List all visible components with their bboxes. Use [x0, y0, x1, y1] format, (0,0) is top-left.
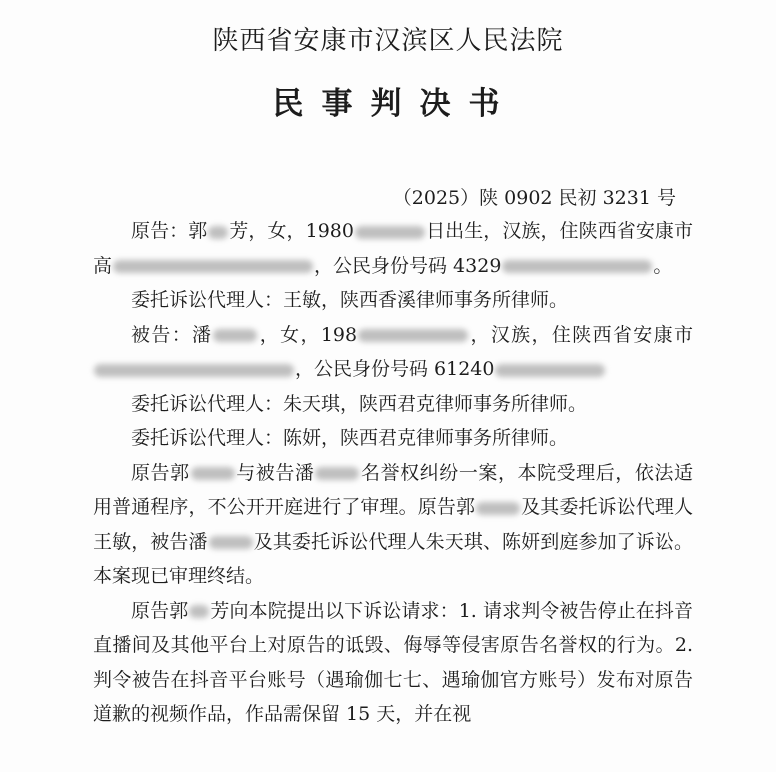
redaction-blur	[358, 329, 468, 342]
document-title: 民事判决书	[272, 86, 518, 122]
redaction-blur	[113, 260, 313, 273]
plaintiff-agent-paragraph: 委托诉讼代理人：王敏，陕西香溪律师事务所律师。	[131, 289, 569, 311]
redaction-blur	[213, 329, 257, 342]
redaction-blur	[208, 226, 228, 239]
text-segment: 芳，女，1980	[229, 220, 354, 242]
defendant-agent-1-paragraph: 委托诉讼代理人：朱天琪，陕西君克律师事务所律师。	[131, 392, 588, 415]
redaction-blur	[502, 260, 652, 273]
defendant-agent-2-paragraph: 委托诉讼代理人：陈妍，陕西君克律师事务所律师。	[131, 427, 569, 449]
text-segment: 被告：潘	[131, 323, 213, 346]
redaction-blur	[209, 536, 253, 549]
text-segment: ，公民身份号码 4329	[314, 254, 502, 277]
text-segment: 及其委托诉讼代理人王敏，被告潘	[93, 496, 693, 553]
redaction-blur	[191, 467, 235, 480]
text-segment: 原告郭	[131, 599, 189, 622]
text-segment: 原告：郭	[131, 220, 208, 242]
text-segment: 日出生，汉族，住陕西省安康市高	[93, 220, 693, 277]
case-procedure-paragraph	[93, 456, 693, 594]
redaction-blur	[94, 364, 294, 377]
text-segment: 及其委托诉讼代理人朱天琪、陈妍到庭参加了诉讼。本案现已审理终结。	[93, 530, 693, 587]
text-segment: 芳向本院提出以下诉讼请求：1. 请求判令被告停止在抖音直播间及其他平台上对原告的诋毁、侮辱等侵害原告名誉权的行为。2. 判令被告在抖音平台账号（遇瑜伽七七、遇瑜伽官方账号）发布对原告道歉的视频作品，作品需保留 15 天，并在视	[93, 599, 693, 725]
text-segment: ，汉族，住陕西省安康市	[469, 323, 693, 346]
text-segment: 原告郭	[131, 461, 190, 484]
redaction-blur	[355, 226, 425, 239]
court-name: 陕西省安康市汉滨区人民法院	[212, 26, 564, 56]
redaction-blur	[315, 467, 359, 480]
text-segment: 名誉权纠纷一案，本院受理后，依法适用普通程序，不公开开庭进行了审理。原告郭	[93, 461, 693, 518]
plaintiff-paragraph: 原告：郭 芳，女，1980 日出生，汉族，住陕西省安康市高 ，公民身份号码 4329 。	[93, 220, 693, 277]
text-segment: ，公民身份号码 61240	[295, 358, 495, 380]
text-segment: 与被告潘	[235, 461, 315, 484]
redaction-blur	[476, 502, 520, 515]
redaction-blur	[189, 605, 209, 618]
text-segment: ，女，198	[258, 323, 358, 346]
defendant-paragraph	[93, 318, 693, 387]
document-body	[93, 214, 693, 732]
claims-paragraph	[93, 594, 693, 732]
case-number: （2025）陕 0902 民初 3231 号	[392, 187, 676, 209]
redaction-blur	[495, 364, 605, 377]
